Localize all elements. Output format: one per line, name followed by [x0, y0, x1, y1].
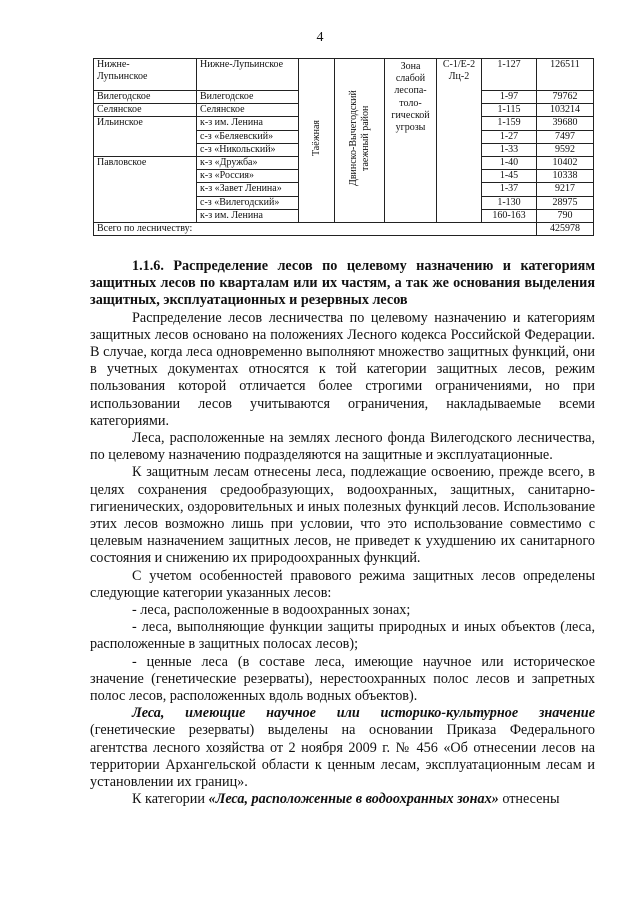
table-cell-district: Вилегодское	[197, 91, 299, 104]
paragraph	[90, 705, 595, 791]
paragraph: Распределение лесов лесничества по целевому назначению и категориям защитных лесов основано на положениях Лесного кодекса Российской Федерации. В случае, когда леса одновременно выполняют множество защитных функций, они в учетных документах относятся к той категории защитных лесов, режим пользования которой отличается более строгими ограничениями, но при использовании лесов учитываются ограничения, накладываемые всеми категориями.	[90, 309, 595, 429]
table-cell-area: 7497	[537, 130, 594, 143]
emphasis-term: Леса, имеющие научное или историко-культурное значение	[132, 705, 595, 722]
table-cell-quarters: 1-130	[482, 196, 537, 209]
paragraph: К защитным лесам отнесены леса, подлежащие освоению, прежде всего, в целях сохранения средообразующих, водоохранных, защитных, санитарно-гигиенических, оздоровительных и иных полезных функций лесов. Использование этих лесов возможно лишь при условии, что это использование совместимо с целевым назначением защитных лесов, не приведет к ухудшению их санитарного состояния и снижению их природоохранных функций.	[90, 464, 595, 567]
table-cell-quarters: 160-163	[482, 209, 537, 222]
table-total-label: Всего по лесничеству:	[94, 223, 537, 236]
list-item: - леса, расположенные в водоохранных зонах;	[132, 602, 411, 619]
table-cell-quarters: 1-127	[482, 59, 537, 91]
table-cell-forestry: Вилегодское	[94, 91, 197, 104]
table-cell-quarters: 1-45	[482, 170, 537, 183]
table-cell-area: 126511	[537, 59, 594, 91]
table-cell-area: 103214	[537, 104, 594, 117]
paragraph: С учетом особенностей правового режима защитных лесов определены следующие категории указанных лесов:	[90, 567, 595, 601]
table-cell-district: к-з «Россия»	[197, 170, 299, 183]
paragraph: Леса, расположенные на землях лесного фонда Вилегодского лесничества, по целевому назначению подразделяются на защитные и эксплуатационные.	[90, 430, 595, 464]
table-cell-district: к-з им. Ленина	[197, 117, 299, 130]
table-cell-quarters: 1-27	[482, 130, 537, 143]
table-cell-district: с-з «Никольский»	[197, 143, 299, 156]
list-item: - ценные леса (в составе леса, имеющие научное или историческое значение (генетические резерваты), нерестоохранных полос лесов и запретных полос лесов, расположенных вдоль водных объектов).	[90, 653, 595, 705]
forest-zone-cell: Таёжная	[299, 59, 335, 223]
table-cell-forestry: Селянское	[94, 104, 197, 117]
paragraph-text: К категории	[132, 791, 209, 808]
page-number: 4	[316, 30, 324, 45]
list-item: - леса, выполняющие функции защиты природных и иных объектов (леса, расположенные в защитных полосах лесов);	[90, 619, 595, 653]
table-cell-district: к-з им. Ленина	[197, 209, 299, 222]
table-cell-area: 9217	[537, 183, 594, 196]
table-cell-district: к-з «Завет Ленина»	[197, 183, 299, 196]
protection-zone-cell: Зона слабой лесопа-толо-гической угрозы	[385, 59, 437, 223]
forest-region-cell: Двинско-Вычегодский таежный район	[335, 59, 385, 223]
table-cell-district: Селянское	[197, 104, 299, 117]
table-cell-district: к-з «Дружба»	[197, 157, 299, 170]
forest-table	[93, 58, 594, 236]
emphasis-term: «Леса, расположенные в водоохранных зонах»	[208, 791, 499, 808]
table-cell-quarters: 1-33	[482, 143, 537, 156]
table-cell-quarters: 1-37	[482, 183, 537, 196]
table-cell-area: 9592	[537, 143, 594, 156]
document-body	[90, 258, 595, 809]
table-cell-district: Нижне-Лупьинское	[197, 59, 299, 91]
paragraph-text: отнесены	[498, 791, 560, 808]
paragraph-text: (генетические резерваты) выделены на основании Приказа Федерального агентства лесного хозяйства от 2 ноября 2009 г. № 456 «Об отнесении лесов на территории Архангельской области к ценным лесам, эксплуатационным лесам и установлении их границ».	[90, 722, 595, 791]
paragraph	[90, 791, 595, 808]
table-cell-quarters: 1-40	[482, 157, 537, 170]
table-total-row	[94, 223, 594, 236]
table-cell-forestry: Павловское	[94, 157, 197, 223]
table-cell-area: 790	[537, 209, 594, 222]
table-cell-area: 28975	[537, 196, 594, 209]
section-title: 1.1.6. Распределение лесов по целевому назначению и категориям защитных лесов по кварталам или их частям, а так же основания выделения защитных, эксплуатационных и резервных лесов	[90, 258, 595, 309]
table-cell-area: 10338	[537, 170, 594, 183]
table-total-area: 425978	[537, 223, 594, 236]
table-cell-quarters: 1-115	[482, 104, 537, 117]
table-row	[94, 59, 594, 91]
table-cell-district: с-з «Беляевский»	[197, 130, 299, 143]
fire-class-cell: С-1/Е-2 Лц-2	[437, 59, 482, 223]
table-cell-district: с-з «Вилегодский»	[197, 196, 299, 209]
table-cell-area: 79762	[537, 91, 594, 104]
table-cell-area: 10402	[537, 157, 594, 170]
table-cell-forestry: Нижне- Лупьинское	[94, 59, 197, 91]
table-cell-quarters: 1-159	[482, 117, 537, 130]
table-cell-area: 39680	[537, 117, 594, 130]
table-cell-forestry: Ильинское	[94, 117, 197, 157]
table-cell-quarters: 1-97	[482, 91, 537, 104]
